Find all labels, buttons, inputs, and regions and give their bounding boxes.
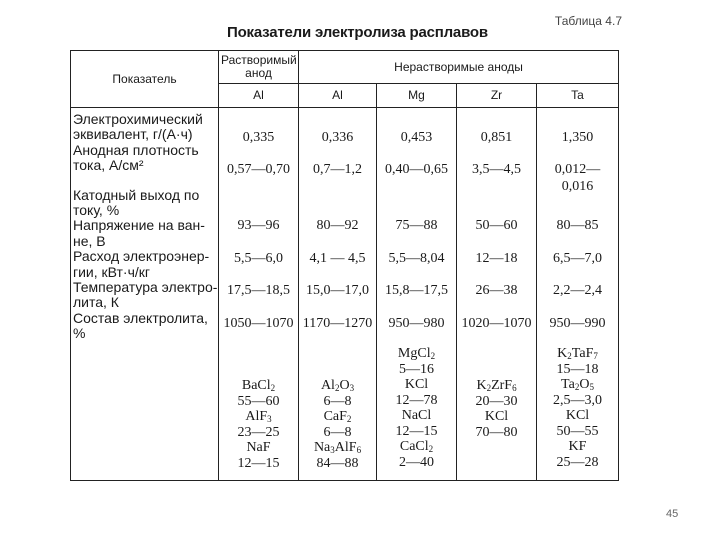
composition-line: $Na_3AlF_6$ [313, 440, 362, 455]
composition-line: BaCl$_2$ [241, 378, 276, 393]
table-value: 0,7—1,2 [313, 162, 362, 177]
header-metal-zr: Zr [457, 84, 537, 108]
table-value: 0,336 [321, 130, 354, 145]
composition-line: 12—78 [395, 392, 438, 408]
data-column [537, 108, 619, 481]
table-value: 0,453 [400, 130, 433, 145]
table-value: 12—18 [475, 251, 518, 266]
table-value: 950—980 [388, 316, 445, 331]
row-label-line: % [73, 325, 86, 342]
data-column [457, 108, 537, 481]
header-metal-mg: Mg [377, 84, 457, 108]
composition-line: 6—8 [323, 424, 352, 440]
row-label-line: Катодный выход по [73, 186, 200, 203]
table-value: 26—38 [475, 283, 518, 298]
composition-line: KCl [404, 377, 429, 392]
composition-line: MgCl$_2$ [397, 346, 436, 361]
table-value: 0,335 [242, 130, 275, 145]
table-number: Таблица 4.7 [554, 14, 622, 28]
table-value: 5,5—6,0 [234, 251, 283, 266]
composition-line: AlF$_3$ [245, 409, 272, 424]
composition-line: 12—15 [395, 423, 438, 439]
row-label-line: Напряжение на ван- [73, 217, 205, 234]
page-title: Показатели электролиза расплавов [227, 24, 488, 41]
composition-line: 55—60 [237, 393, 280, 409]
row-label-line: Анодная плотность [73, 141, 199, 158]
composition-line: NaCl [401, 408, 432, 423]
composition-line: KF [568, 439, 587, 454]
row-label-line: не, В [73, 232, 106, 249]
scanned-table-page [62, 14, 622, 520]
row-label-line: тока, А/см² [73, 157, 144, 174]
header-insoluble-anodes: Нерастворимые аноды [299, 51, 619, 84]
table-value: 93—96 [237, 218, 280, 233]
data-column [219, 108, 299, 481]
row-label-line: Температура электро- [73, 279, 218, 296]
header-indicator: Показатель [71, 51, 219, 108]
table-value: 17,5—18,5 [227, 283, 290, 298]
composition-line: 15—18 [556, 361, 599, 377]
page-number: 45 [666, 508, 679, 520]
composition-line: CaCl$_2$ [399, 439, 434, 454]
composition-line: KCl [484, 409, 509, 424]
table-value: 1170—1270 [302, 316, 373, 331]
composition-line: 70—80 [475, 424, 518, 440]
composition-line: 6—8 [323, 393, 352, 409]
composition-line: $Al_2O_3$ [320, 378, 355, 393]
table-value: 80—85 [556, 218, 599, 233]
electrolyte-composition [377, 346, 456, 470]
row-label-line: гии, кВт·ч/кг [73, 263, 151, 280]
composition-line: 23—25 [237, 424, 280, 440]
composition-line: 5—16 [399, 361, 434, 377]
table-value: 2,2—2,4 [553, 283, 602, 298]
composition-line: 50—55 [556, 423, 599, 439]
labels-column [71, 108, 219, 481]
composition-line: 84—88 [316, 455, 359, 471]
table-value: 6,5—7,0 [553, 251, 602, 266]
table-value: 15,0—17,0 [306, 283, 369, 298]
header-metal-ta: Ta [537, 84, 619, 108]
table-value: 0,012— [554, 162, 601, 177]
row-label-line: Расход электроэнер- [73, 248, 210, 265]
composition-line: NaF [246, 440, 271, 455]
row-label-line: лита, К [73, 294, 119, 311]
electrolyte-composition [219, 378, 298, 471]
table-value-continued: 0,016 [561, 179, 594, 194]
table-value: 1050—1070 [223, 316, 294, 331]
composition-line: $K_2TaF_7$ [557, 346, 598, 361]
table-value: 5,5—8,04 [388, 251, 445, 266]
table-value: 15,8—17,5 [385, 283, 448, 298]
table-value: 3,5—4,5 [472, 162, 521, 177]
table-value: 0,40—0,65 [385, 162, 448, 177]
electrolyte-composition [457, 378, 536, 440]
table-value: 0,57—0,70 [227, 162, 290, 177]
electrolysis-table [70, 50, 619, 481]
data-column [377, 108, 457, 481]
composition-line: 12—15 [237, 455, 280, 471]
row-label-line: току, % [73, 202, 120, 219]
electrolyte-composition [537, 346, 618, 470]
header-soluble-anode: Растворимый анод [219, 51, 299, 84]
electrolyte-composition [299, 378, 376, 471]
header-metal-al: Al [299, 84, 377, 108]
table-value: 0,851 [480, 130, 513, 145]
composition-line: 25—28 [556, 454, 599, 470]
table-value: 1,350 [561, 130, 594, 145]
table-value: 80—92 [316, 218, 359, 233]
data-column [299, 108, 377, 481]
composition-line: KCl [565, 408, 590, 423]
composition-line: 20—30 [475, 393, 518, 409]
table-value: 950—990 [549, 316, 606, 331]
composition-line: 2,5—3,0 [553, 392, 602, 408]
table-value: 75—88 [395, 218, 438, 233]
row-label-line: эквивалент, г/(А·ч) [73, 126, 193, 143]
row-label-line: Состав электролита, [73, 309, 208, 326]
composition-line: $Ta_2O_5$ [561, 377, 594, 392]
table-value: 1020—1070 [461, 316, 532, 331]
composition-line: $K_2ZrF_6$ [476, 378, 517, 393]
table-value: 50—60 [475, 218, 518, 233]
composition-line: 2—40 [399, 454, 434, 470]
table-value: 4,1 — 4,5 [309, 251, 366, 266]
header-metal-al-soluble: Al [219, 84, 299, 108]
composition-line: CaF$_2$ [323, 409, 352, 424]
row-label-line: Электрохимический [73, 111, 203, 127]
